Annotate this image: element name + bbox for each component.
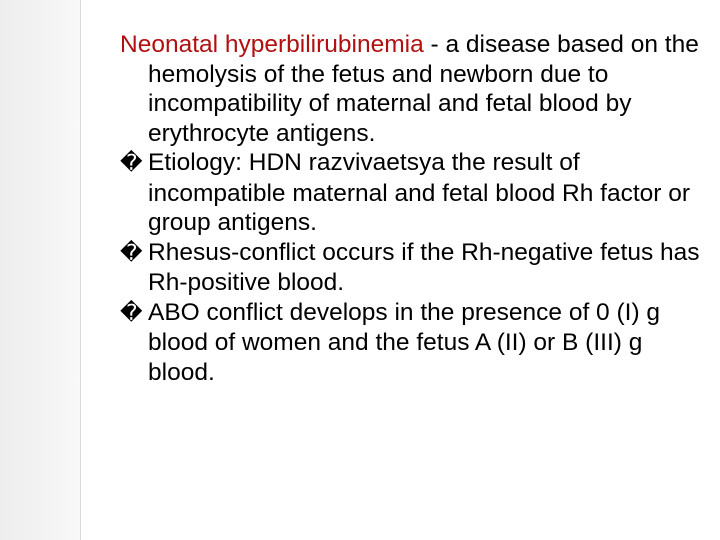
bullet-text: Etiology: HDN razvivaetsya the result of incompatible maternal and fetal blood Rh factor or group antigens. — [148, 149, 691, 236]
bullet-icon: � — [120, 151, 143, 176]
slide-left-rule — [80, 0, 81, 540]
bullet-text: Rhesus-conflict occurs if the Rh-negative fetus has Rh-positive blood. — [148, 238, 700, 296]
term-definition: - a disease based on the hemolysis of the fetus and newborn due to incompatibility of maternal and fetal blood by erythrocyte antigens. — [148, 31, 699, 147]
bullet-icon: � — [120, 300, 143, 326]
slide-body — [120, 30, 700, 387]
bullet-text: ABO conflict develops in the presence of 0 (I) g blood of women and the fetus A (II) or B (III) g blood. — [148, 298, 661, 386]
bullet-item-rhesus-conflict — [120, 238, 700, 298]
slide-left-band — [0, 0, 80, 540]
bullet-icon: � — [120, 240, 143, 266]
bullet-item-abo-conflict — [120, 298, 700, 388]
definition-paragraph — [120, 30, 700, 148]
term-title: Neonatal hyperbilirubinemia — [120, 31, 424, 58]
bullet-item-etiology — [120, 148, 700, 238]
